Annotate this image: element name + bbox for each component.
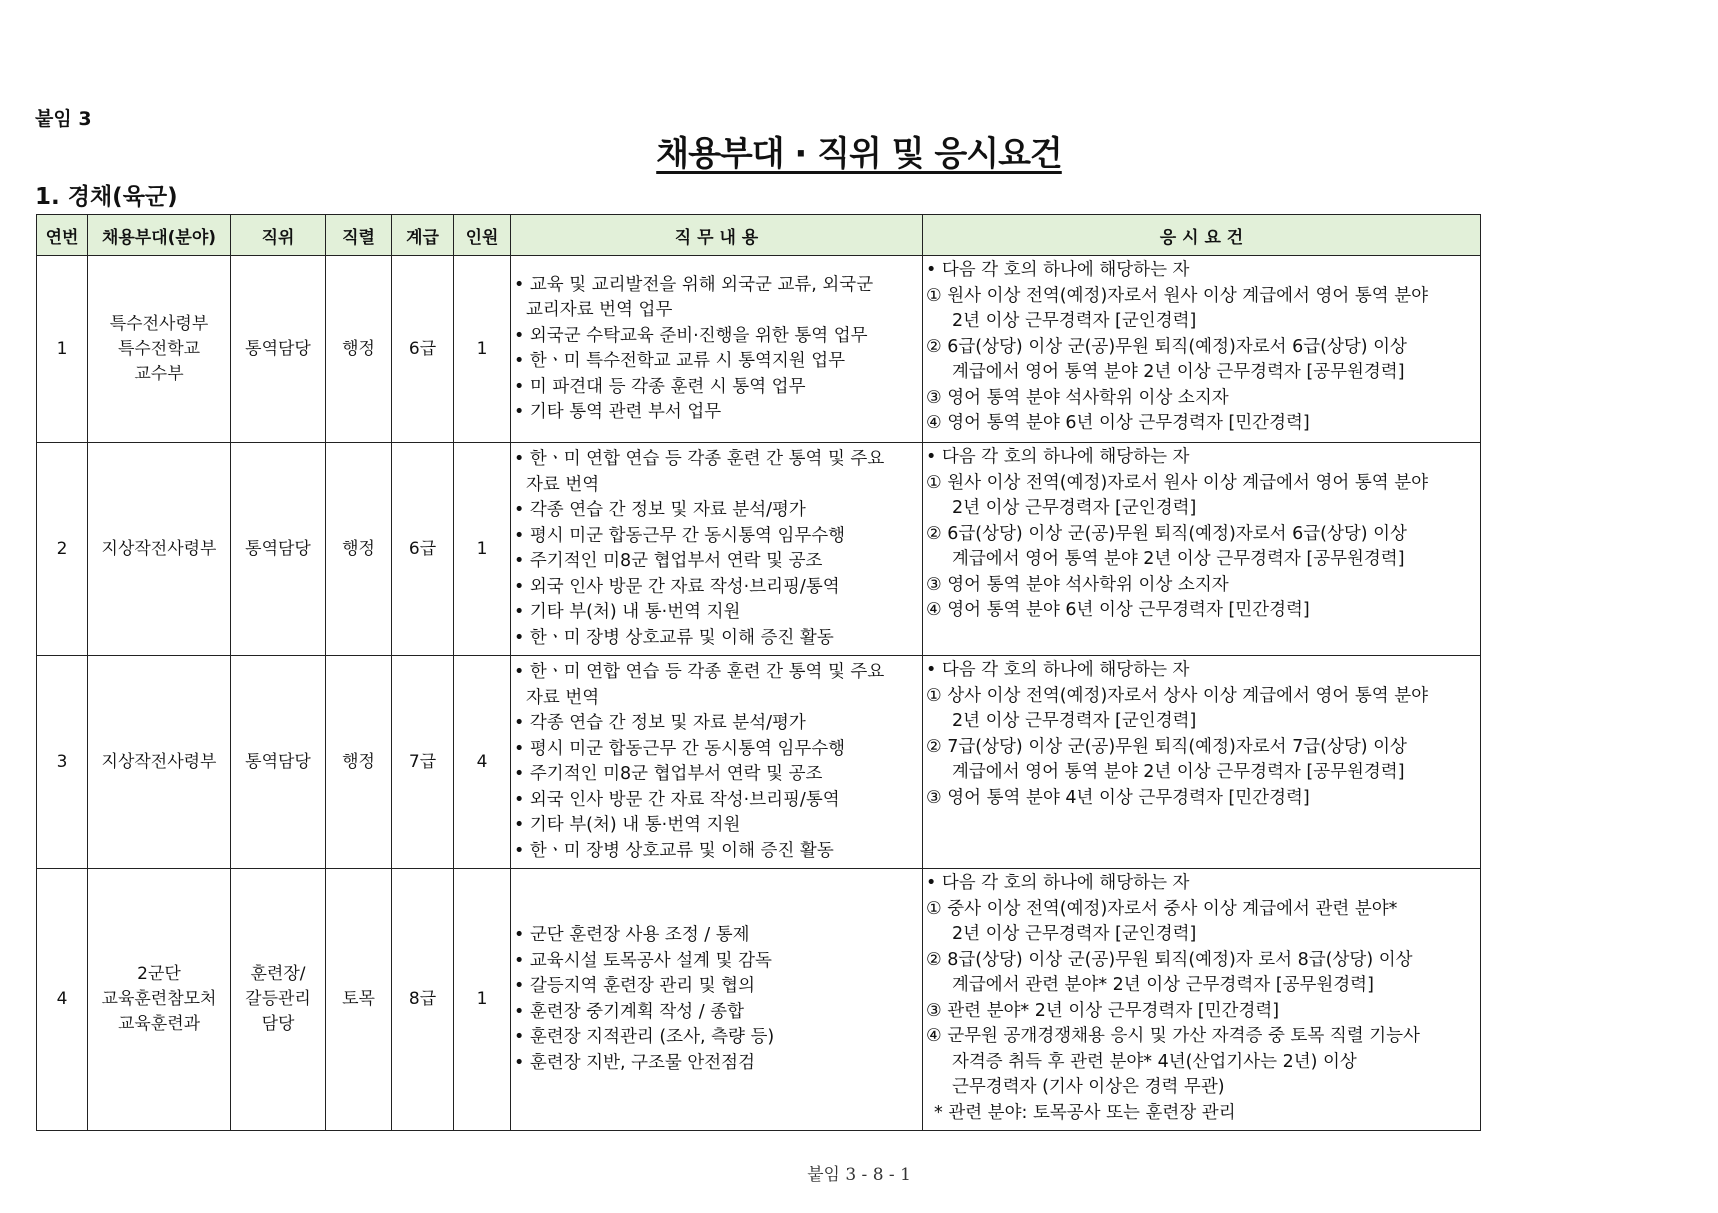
- cell-duties-item: • 외국 인사 방문 간 자료 작성·브리핑/통역: [514, 789, 840, 810]
- cell-requirements-item: ① 상사 이상 전역(예정)자로서 상사 이상 계급에서 영어 통역 분야: [926, 685, 1429, 706]
- cell-count: 1: [454, 443, 511, 656]
- cell-requirements-item: ① 원사 이상 전역(예정)자로서 원사 이상 계급에서 영어 통역 분야: [926, 285, 1429, 306]
- cell-duties-item: • 각종 연습 간 정보 및 자료 분석/평가: [514, 500, 806, 520]
- cell-requirements-item: ③ 영어 통역 분야 석사학위 이상 소지자: [926, 387, 1229, 408]
- cell-requirements-item: ③ 관련 분야* 2년 이상 근무경력자 [민간경력]: [926, 1000, 1280, 1021]
- cell-duties-item: • 훈련장 지반, 구조물 안전점검: [514, 1052, 755, 1073]
- cell-duties-item: • 갈등지역 훈련장 관리 및 협의: [514, 976, 755, 996]
- header-series: 직렬: [326, 215, 392, 256]
- cell-unit-line: 특수전사령부: [109, 313, 209, 334]
- cell-duties-item: • 군단 훈련장 사용 조정 / 통제: [514, 925, 750, 945]
- table-row: [37, 256, 1481, 443]
- cell-unit-line: 교수부: [134, 363, 184, 384]
- table-row: [37, 656, 1481, 869]
- cell-position-line: 통역담당: [245, 751, 311, 772]
- cell-requirements-item: 계급에서 영어 통역 분야 2년 이상 근무경력자 [공무원경력]: [952, 762, 1405, 782]
- cell-requirements-item: • 다음 각 호의 하나에 해당하는 자: [926, 260, 1190, 280]
- cell-duties-item: • 한ㆍ미 특수전학교 교류 시 통역지원 업무: [514, 351, 846, 371]
- cell-grade: 6급: [392, 443, 454, 656]
- cell-duties-item: • 기타 부(처) 내 통·번역 지원: [514, 602, 741, 622]
- cell-no: 2: [37, 443, 88, 656]
- cell-requirements-item: ② 7급(상당) 이상 군(공)무원 퇴직(예정)자로서 7급(상당) 이상: [926, 736, 1407, 757]
- page-footer: 붙임 3 - 8 - 1: [807, 1165, 911, 1185]
- cell-requirements-item: • 다음 각 호의 하나에 해당하는 자: [926, 660, 1190, 680]
- cell-unit-line: 교육훈련참모처: [101, 989, 217, 1009]
- cell-duties: [511, 656, 923, 869]
- cell-no: 3: [37, 656, 88, 869]
- cell-requirements-item: • 다음 각 호의 하나에 해당하는 자: [926, 873, 1190, 893]
- cell-requirements-item: * 관련 분야: 토목공사 또는 훈련장 관리: [934, 1102, 1236, 1123]
- cell-count: 1: [454, 256, 511, 443]
- section-title: 1. 경채(육군): [35, 184, 178, 210]
- cell-requirements-item: 2년 이상 근무경력자 [군인경력]: [952, 498, 1197, 518]
- cell-position-line: 통역담당: [245, 338, 311, 359]
- cell-duties-item: • 한ㆍ미 장병 상호교류 및 이해 증진 활동: [514, 840, 834, 861]
- cell-duties-item: • 평시 미군 합동근무 간 동시통역 임무수행: [514, 525, 846, 546]
- cell-grade: 6급: [392, 256, 454, 443]
- cell-duties-item: 교리자료 번역 업무: [526, 300, 673, 320]
- cell-count: 4: [454, 656, 511, 869]
- page-title: 채용부대 · 직위 및 응시요건: [656, 134, 1062, 174]
- cell-duties-item: • 미 파견대 등 각종 훈련 시 통역 업무: [514, 376, 806, 397]
- cell-unit-line: 지상작전사령부: [101, 538, 217, 559]
- cell-duties-item: • 외국 인사 방문 간 자료 작성·브리핑/통역: [514, 576, 840, 597]
- cell-requirements-item: • 다음 각 호의 하나에 해당하는 자: [926, 447, 1190, 467]
- cell-requirements-item: 근무경력자 (기사 이상은 경력 무관): [952, 1077, 1225, 1097]
- cell-unit-line: 2군단: [137, 964, 181, 984]
- cell-unit: [88, 869, 231, 1131]
- cell-unit-line: 교육훈련과: [117, 1014, 201, 1034]
- header-count: 인원: [454, 215, 511, 256]
- cell-duties: [511, 256, 923, 443]
- cell-requirements-item: 자격증 취득 후 관련 분야* 4년(산업기사는 2년) 이상: [952, 1051, 1357, 1072]
- cell-requirements-item: 2년 이상 근무경력자 [군인경력]: [952, 711, 1197, 731]
- cell-no: 4: [37, 869, 88, 1131]
- cell-grade: 8급: [392, 869, 454, 1131]
- cell-unit: [88, 443, 231, 656]
- cell-position: [231, 256, 326, 443]
- cell-requirements: [923, 869, 1481, 1131]
- cell-duties-item: 자료 번역: [526, 474, 600, 495]
- cell-requirements-item: ④ 영어 통역 분야 6년 이상 근무경력자 [민간경력]: [926, 413, 1310, 433]
- cell-requirements-item: ③ 영어 통역 분야 4년 이상 근무경력자 [민간경력]: [926, 787, 1310, 808]
- cell-grade: 7급: [392, 656, 454, 869]
- header-position: 직위: [231, 215, 326, 256]
- cell-series: 행정: [326, 656, 392, 869]
- cell-requirements-item: 계급에서 영어 통역 분야 2년 이상 근무경력자 [공무원경력]: [952, 549, 1405, 569]
- table-body: [37, 256, 1481, 1131]
- cell-duties-item: 자료 번역: [526, 687, 600, 708]
- header-no: 연번: [37, 215, 88, 256]
- cell-series: 토목: [326, 869, 392, 1131]
- cell-duties-item: • 기타 통역 관련 부서 업무: [514, 402, 722, 422]
- cell-duties-item: • 외국군 수탁교육 준비·진행을 위한 통역 업무: [514, 325, 868, 346]
- cell-duties-item: • 주기적인 미8군 협업부서 연락 및 공조: [514, 764, 823, 784]
- cell-no: 1: [37, 256, 88, 443]
- attachment-label: 붙임 3: [35, 108, 92, 130]
- cell-requirements-item: ② 6급(상당) 이상 군(공)무원 퇴직(예정)자로서 6급(상당) 이상: [926, 336, 1407, 357]
- cell-series: 행정: [326, 443, 392, 656]
- cell-requirements-item: ④ 군무원 공개경쟁채용 응시 및 가산 자격증 중 토목 직렬 기능사: [926, 1026, 1420, 1046]
- cell-position-line: 담당: [261, 1014, 295, 1034]
- cell-duties-item: • 훈련장 중기계획 작성 / 종합: [514, 1001, 744, 1022]
- cell-duties-item: • 훈련장 지적관리 (조사, 측량 등): [514, 1027, 775, 1047]
- cell-count: 1: [454, 869, 511, 1131]
- cell-requirements: [923, 656, 1481, 869]
- cell-series: 행정: [326, 256, 392, 443]
- header-requirements: 응 시 요 건: [923, 215, 1481, 256]
- cell-duties-item: • 교육 및 교리발전을 위해 외국군 교류, 외국군: [514, 274, 874, 295]
- cell-duties: [511, 443, 923, 656]
- cell-requirements: [923, 443, 1481, 656]
- cell-duties-item: • 한ㆍ미 장병 상호교류 및 이해 증진 활동: [514, 627, 834, 648]
- cell-requirements-item: ① 원사 이상 전역(예정)자로서 원사 이상 계급에서 영어 통역 분야: [926, 472, 1429, 493]
- cell-requirements-item: 2년 이상 근무경력자 [군인경력]: [952, 311, 1197, 331]
- cell-duties-item: • 기타 부(처) 내 통·번역 지원: [514, 815, 741, 835]
- cell-requirements-item: 2년 이상 근무경력자 [군인경력]: [952, 924, 1197, 944]
- cell-requirements-item: ② 6급(상당) 이상 군(공)무원 퇴직(예정)자로서 6급(상당) 이상: [926, 523, 1407, 544]
- cell-unit: [88, 656, 231, 869]
- cell-duties-item: • 교육시설 토목공사 설계 및 감독: [514, 950, 772, 971]
- cell-duties-item: • 한ㆍ미 연합 연습 등 각종 훈련 간 통역 및 주요: [514, 449, 885, 469]
- table-row: [37, 443, 1481, 656]
- cell-unit: [88, 256, 231, 443]
- cell-unit-line: 특수전학교: [117, 338, 201, 359]
- header-duties: 직 무 내 용: [511, 215, 923, 256]
- cell-requirements-item: ② 8급(상당) 이상 군(공)무원 퇴직(예정)자 로서 8급(상당) 이상: [926, 949, 1413, 970]
- cell-duties-item: • 각종 연습 간 정보 및 자료 분석/평가: [514, 713, 806, 733]
- cell-position-line: 통역담당: [245, 538, 311, 559]
- cell-position: [231, 869, 326, 1131]
- cell-requirements-item: 계급에서 영어 통역 분야 2년 이상 근무경력자 [공무원경력]: [952, 362, 1405, 382]
- cell-unit-line: 지상작전사령부: [101, 751, 217, 772]
- recruitment-table: [36, 214, 1481, 1131]
- cell-duties-item: • 주기적인 미8군 협업부서 연락 및 공조: [514, 551, 823, 571]
- cell-position-line: 훈련장/: [250, 964, 306, 984]
- cell-duties-item: • 한ㆍ미 연합 연습 등 각종 훈련 간 통역 및 주요: [514, 662, 885, 682]
- cell-duties-item: • 평시 미군 합동근무 간 동시통역 임무수행: [514, 738, 846, 759]
- table-row: [37, 869, 1481, 1131]
- cell-requirements-item: 계급에서 관련 분야* 2년 이상 근무경력자 [공무원경력]: [952, 975, 1374, 995]
- cell-requirements-item: ④ 영어 통역 분야 6년 이상 근무경력자 [민간경력]: [926, 600, 1310, 620]
- table-header-row: [37, 215, 1481, 256]
- header-grade: 계급: [392, 215, 454, 256]
- cell-requirements-item: ③ 영어 통역 분야 석사학위 이상 소지자: [926, 574, 1229, 595]
- cell-requirements-item: ① 중사 이상 전역(예정)자로서 중사 이상 계급에서 관련 분야*: [926, 898, 1398, 919]
- cell-position: [231, 656, 326, 869]
- cell-position: [231, 443, 326, 656]
- cell-position-line: 갈등관리: [245, 989, 311, 1009]
- cell-requirements: [923, 256, 1481, 443]
- header-unit: 채용부대(분야): [88, 215, 231, 256]
- cell-duties: [511, 869, 923, 1131]
